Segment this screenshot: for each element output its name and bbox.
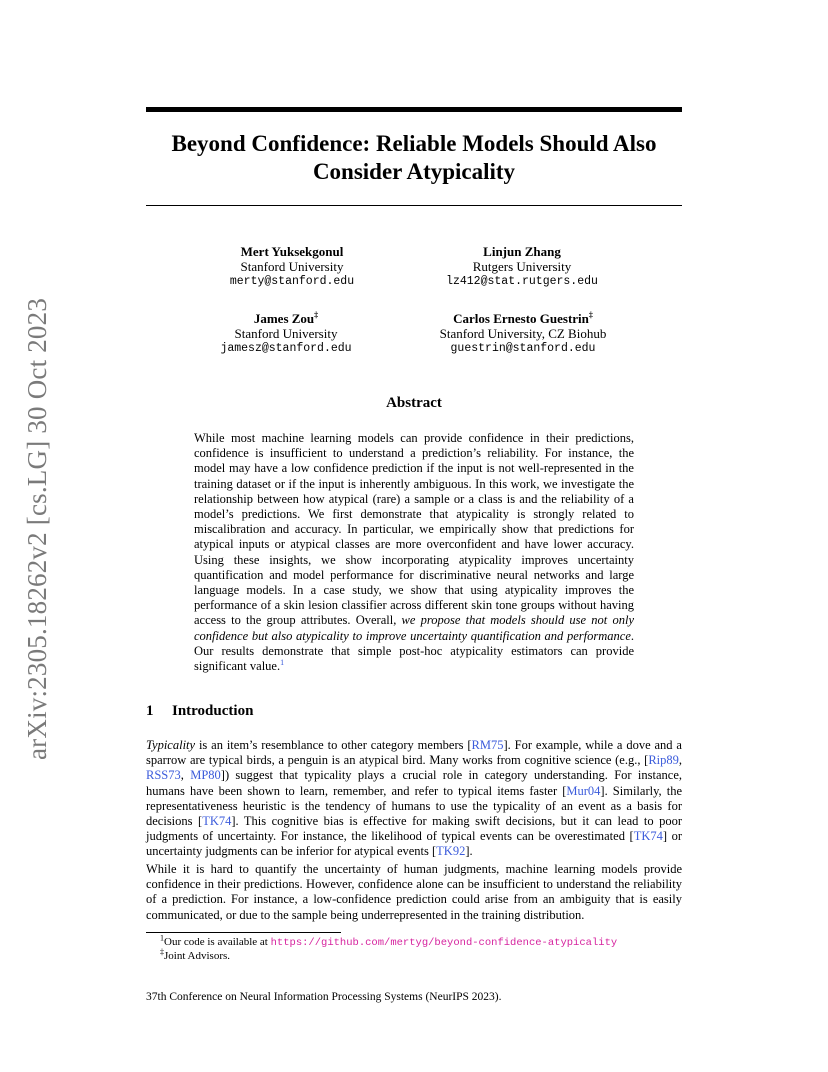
- footnote-text: Our code is available at: [164, 936, 271, 948]
- author-affiliation: Rutgers University: [472, 259, 572, 274]
- text-run: ,: [678, 753, 682, 768]
- footnote-text: Joint Advisors.: [164, 950, 231, 962]
- title-bottom-rule: [146, 205, 682, 206]
- footnote-2: [160, 949, 230, 963]
- author-email[interactable]: merty@stanford.edu: [229, 275, 355, 288]
- paper-title: [146, 130, 682, 186]
- citation-link[interactable]: TK92: [436, 844, 466, 859]
- title-line-2: Consider Atypicality: [312, 159, 516, 184]
- abstract-heading: Abstract: [386, 395, 442, 411]
- footnote-rule: [146, 932, 341, 933]
- abstract-text: [194, 431, 634, 674]
- citation-link[interactable]: MP80: [190, 768, 221, 783]
- author-block: [412, 244, 632, 289]
- title-line-1: Beyond Confidence: Reliable Models Should Also: [171, 131, 657, 156]
- citation-link[interactable]: TK74: [633, 829, 663, 844]
- author-affiliation: Stanford University: [240, 259, 344, 274]
- footnote-mark: 1: [160, 933, 164, 943]
- author-name: Mert Yuksekgonul: [240, 244, 344, 259]
- footnote-mark: ‡: [160, 947, 164, 957]
- text-run: ,: [180, 768, 191, 783]
- author-email[interactable]: guestrin@stanford.edu: [450, 342, 596, 355]
- author-name: James Zou: [253, 311, 315, 326]
- author-name: Carlos Ernesto Guestrin: [453, 311, 589, 326]
- title-top-rule: [146, 107, 682, 112]
- author-name: Linjun Zhang: [483, 244, 561, 259]
- citation-link[interactable]: TK74: [202, 814, 232, 829]
- conference-note: 37th Conference on Neural Information Processing Systems (NeurIPS 2023).: [146, 991, 502, 1003]
- section-number: 1: [146, 703, 154, 719]
- text-run: ]. Similarly, the representativeness heuristic is the tendency of humans to use the typicality of an event as a basis for decisions [: [146, 783, 683, 829]
- footnote-1: [160, 935, 617, 950]
- text-run: ].: [465, 844, 473, 859]
- text-run: ]. This cognitive bias is effective for making swift decisions, but it can lead to poor judgments of uncertainty. For instance, the likelihood of typical events can be overestimated [: [146, 814, 682, 844]
- arxiv-stamp: arXiv:2305.18262v2 [cs.LG] 30 Oct 2023: [22, 297, 52, 760]
- citation-link[interactable]: Mur04: [566, 783, 601, 798]
- author-affiliation: Stanford University: [234, 326, 338, 341]
- text-run: ]) suggest that typicality plays a crucial role in category understanding. For instance, humans have been shown to learn, remember, and refer to typical items faster [: [146, 768, 682, 798]
- term-typicality: Typicality: [146, 738, 196, 752]
- author-email[interactable]: lz412@stat.rutgers.edu: [446, 275, 598, 288]
- intro-paragraph-2: While it is hard to quantify the uncertainty of human judgments, machine learning models provide confidence in their predictions. However, confidence alone can be insufficient to understand the reliability of a prediction. For instance, a low-confidence prediction could arise from an ambiguity that is easily communicated, or due to the sample being underrepresented in the training distribution.: [146, 862, 682, 922]
- section-heading: [146, 703, 253, 720]
- author-mark: ‡: [314, 310, 319, 320]
- author-email[interactable]: jamesz@stanford.edu: [220, 342, 352, 355]
- intro-paragraph-1: [146, 738, 682, 860]
- author-mark: ‡: [588, 310, 593, 320]
- text-run: ]. For example, while a dove and a sparrow are typical birds, a penguin is an atypical bird. Many works from cognitive science (e.g., [: [146, 738, 682, 768]
- citation-link[interactable]: Rip89: [648, 753, 679, 768]
- footnote-ref[interactable]: 1: [280, 657, 285, 667]
- author-affiliation: Stanford University, CZ Biohub: [439, 326, 607, 341]
- text-run: ] or uncertainty judgments can be inferior for atypical events [: [146, 829, 683, 859]
- abstract-italic: we propose that models should use not only confidence but also atypicality to improve uncertainty quantification and performance: [194, 613, 634, 643]
- abstract-body: While most machine learning models can provide confidence in their predictions, confidence is insufficient to understand a prediction’s reliability. For instance, the model may have a low confidence prediction if the input is not well-represented in the training dataset or if the input is inherently ambiguous. In this work, we investigate the relationship between how atypical (rare) a sample or a class is and the reliability of a model’s predictions. We first demonstrate that atypicality is strongly related to miscalibration and accuracy. In particular, we empirically show that predictions for atypical inputs or atypical classes are more overconfident and have lower accuracy. Using these insights, we show incorporating atypicality improves uncertainty quantification and model performance for discriminative neural networks and large language models. In a case study, we show that using atypicality improves the performance of a skin lesion classifier across different skin tone groups without having access to the group attributes. Overall,: [194, 431, 634, 628]
- citation-link[interactable]: RM75: [471, 738, 504, 752]
- author-block: [176, 311, 396, 356]
- code-url-link[interactable]: https://github.com/mertyg/beyond-confidence-atypicality: [270, 937, 618, 949]
- section-title: Introduction: [172, 703, 254, 719]
- author-block: [398, 311, 648, 356]
- text-run: is an item’s resemblance to other category members [: [195, 738, 472, 752]
- abstract-end: . Our results demonstrate that simple post-hoc atypicality estimators can provide significant value.: [194, 628, 634, 674]
- author-block: [182, 244, 402, 289]
- citation-link[interactable]: RSS73: [146, 768, 181, 783]
